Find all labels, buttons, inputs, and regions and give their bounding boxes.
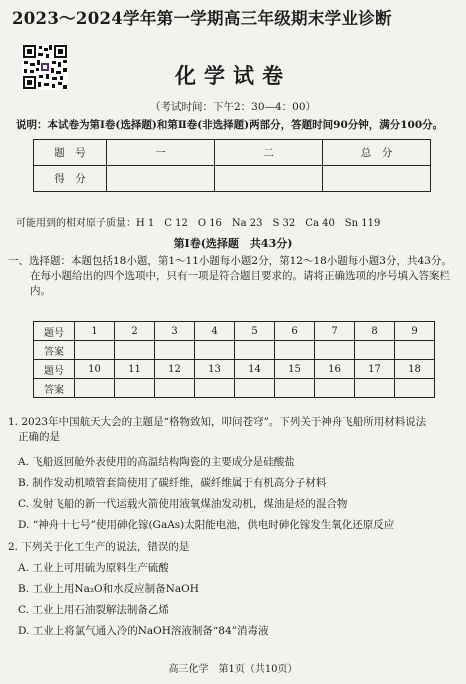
exam-instructions: 说明：本试卷为第Ⅰ卷(选择题)和第Ⅱ卷(非选择题)两部分，答题时间90分钟，满分100分。 — [16, 119, 444, 131]
question-1-stem — [8, 415, 458, 445]
answer-table — [33, 321, 435, 398]
answer-cell[interactable] — [315, 379, 355, 398]
question-1-stem-line1: 1. 2023年中国航天大会的主题是“格物致知，叩问苍穹”。下列关于神舟飞船所用材料说法 — [8, 416, 427, 428]
question-number: 8 — [355, 322, 395, 341]
question-number: 7 — [315, 322, 355, 341]
question-number: 9 — [395, 322, 435, 341]
answer-cell[interactable] — [235, 341, 275, 360]
question-number: 5 — [235, 322, 275, 341]
question-1-stem-line2: 正确的是 — [18, 431, 60, 443]
score-table-header-part1: 一 — [107, 140, 215, 166]
question-number: 17 — [355, 360, 395, 379]
exam-header-title: 2023～2024学年第一学期高三年级期末学业诊断 — [12, 9, 392, 28]
question-number: 10 — [75, 360, 115, 379]
answer-cell[interactable] — [155, 379, 195, 398]
answer-cell[interactable] — [355, 379, 395, 398]
answer-cell[interactable] — [355, 341, 395, 360]
section-intro-line1: 一、选择题：本题包括18小题，第1～11小题每小题2分，第12～18小题每小题3分，共43分。 — [8, 255, 452, 267]
score-cell-part1[interactable] — [107, 166, 215, 192]
question-1-option-d[interactable]: D. “神舟十七号”使用砷化镓(GaAs)太阳能电池，供电时砷化镓发生氧化还原反应 — [18, 519, 395, 531]
section-intro-line2: 在每小题给出的四个选项中，只有一项是符合题目要求的。请将正确选项的序号填入答案栏内。 — [30, 270, 450, 297]
answer-cell[interactable] — [275, 379, 315, 398]
question-2-option-a[interactable]: A. 工业上可用硫为原料生产硫酸 — [18, 562, 169, 574]
question-2-option-d[interactable]: D. 工业上将氯气通入冷的NaOH溶液制备“84”消毒液 — [18, 625, 269, 637]
question-number: 16 — [315, 360, 355, 379]
answer-table-no-label: 题号 — [34, 360, 75, 379]
question-number: 1 — [75, 322, 115, 341]
exam-time: （考试时间：下午2：30—4：00） — [149, 101, 317, 113]
score-table-header-label: 题 号 — [34, 140, 107, 166]
answer-cell[interactable] — [315, 341, 355, 360]
score-table-header-part2: 二 — [215, 140, 323, 166]
answer-cell[interactable] — [395, 379, 435, 398]
question-1-option-c[interactable]: C. 发射飞船的新一代运载火箭使用液氧煤油发动机，煤油是烃的混合物 — [18, 498, 348, 510]
question-number: 14 — [235, 360, 275, 379]
section-instructions — [8, 254, 458, 299]
question-2-option-b[interactable]: B. 工业上用Na₂O和水反应制备NaOH — [18, 583, 199, 595]
answer-table-ans-label: 答案 — [34, 341, 75, 360]
answer-cell[interactable] — [195, 379, 235, 398]
answer-cell[interactable] — [195, 341, 235, 360]
answer-cell[interactable] — [395, 341, 435, 360]
answer-cell[interactable] — [115, 341, 155, 360]
question-2-stem: 2. 下列关于化工生产的说法，错误的是 — [8, 541, 190, 553]
question-number: 6 — [275, 322, 315, 341]
question-1-option-b[interactable]: B. 制作发动机喷管套筒使用了碳纤维，碳纤维属于有机高分子材料 — [18, 477, 327, 489]
score-table — [33, 139, 431, 192]
question-number: 3 — [155, 322, 195, 341]
question-number: 12 — [155, 360, 195, 379]
score-cell-total[interactable] — [323, 166, 431, 192]
atomic-masses-line: 可能用到的相对原子质量：H 1 C 12 O 16 Na 23 S 32 Ca 40 Sn 119 — [16, 218, 381, 229]
question-number: 18 — [395, 360, 435, 379]
answer-cell[interactable] — [155, 341, 195, 360]
score-table-row-label: 得 分 — [34, 166, 107, 192]
answer-cell[interactable] — [275, 341, 315, 360]
question-number: 4 — [195, 322, 235, 341]
answer-cell[interactable] — [115, 379, 155, 398]
question-2-option-c[interactable]: C. 工业上用石油裂解法制备乙烯 — [18, 604, 169, 616]
question-number: 13 — [195, 360, 235, 379]
paper-title: 化学试卷 — [175, 63, 291, 88]
page-footer: 高三化学 第1页（共10页） — [168, 664, 298, 675]
question-number: 11 — [115, 360, 155, 379]
question-1-option-a[interactable]: A. 飞船返回舱外表使用的高温结构陶瓷的主要成分是硅酸盐 — [18, 456, 295, 468]
question-number: 2 — [115, 322, 155, 341]
answer-table-no-label: 题号 — [34, 322, 75, 341]
question-number: 15 — [275, 360, 315, 379]
score-cell-part2[interactable] — [215, 166, 323, 192]
answer-cell[interactable] — [75, 379, 115, 398]
answer-table-ans-label: 答案 — [34, 379, 75, 398]
answer-cell[interactable] — [235, 379, 275, 398]
answer-cell[interactable] — [75, 341, 115, 360]
score-table-header-total: 总 分 — [323, 140, 431, 166]
part1-heading: 第Ⅰ卷(选择题 共43分) — [173, 237, 293, 250]
